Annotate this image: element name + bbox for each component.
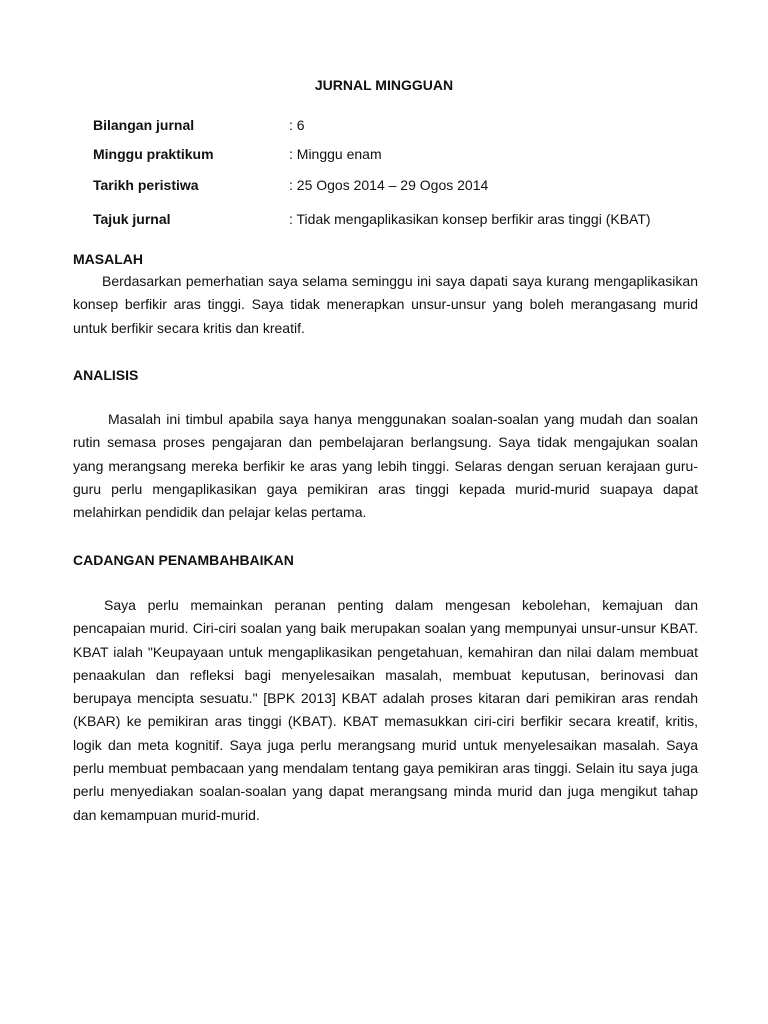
meta-label: Bilangan jurnal	[93, 117, 195, 133]
meta-row-tarikh-peristiwa	[93, 177, 713, 195]
section-heading-analisis: ANALISIS	[73, 367, 139, 383]
meta-row-tajuk-jurnal	[93, 211, 713, 229]
page-title: JURNAL MINGGUAN	[314, 77, 454, 93]
meta-row-bilangan-jurnal	[93, 117, 713, 135]
section-heading-masalah: MASALAH	[73, 251, 143, 267]
meta-label: Tajuk jurnal	[93, 211, 171, 227]
meta-label: Minggu praktikum	[93, 146, 214, 162]
paragraph-masalah: Berdasarkan pemerhatian saya selama seminggu ini saya dapati saya kurang mengaplikasikan konsep berfikir aras tinggi. Saya tidak menerapkan unsur-unsur yang boleh merangasang murid untuk berfikir secara kritis dan kreatif.	[73, 273, 698, 336]
meta-value: : Minggu enam	[289, 146, 382, 162]
section-heading-cadangan: CADANGAN PENAMBAHBAIKAN	[73, 552, 294, 568]
paragraph-analisis: Masalah ini timbul apabila saya hanya menggunakan soalan-soalan yang mudah dan soalan rutin semasa proses pengajaran dan pembelajaran berlangsung. Saya tidak mengajukan soalan yang merangsang mereka berfikir ke aras yang lebih tinggi. Selaras dengan seruan kerajaan guru-guru perlu mengaplikasikan gaya pemikiran aras tinggi kepada murid-murid suapaya dapat melahirkan pendidik dan pelajar kelas pertama.	[73, 411, 698, 521]
meta-value: : 6	[289, 117, 305, 133]
meta-row-minggu-praktikum	[93, 146, 713, 164]
paragraph-cadangan: Saya perlu memainkan peranan penting dalam mengesan kebolehan, kemajuan dan pencapaian murid. Ciri-ciri soalan yang baik merupakan soalan yang mempunyai unsur-unsur KBAT. KBAT ialah "Keupayaan untuk mengaplikasikan pengetahuan, kemahiran dan nilai dalam membuat penaakulan dan refleksi bagi menyelesaikan masalah, membuat keputusan, berinovasi dan berupaya mencipta sesuatu." [BPK 2013] KBAT adalah proses kitaran dari pemikiran aras rendah (KBAR) ke pemikiran aras tinggi (KBAT). KBAT memasukkan ciri-ciri berfikir secara kreatif, kritis, logik dan meta kognitif. Saya juga perlu merangsang murid untuk menyelesaikan masalah. Saya perlu membuat pembacaan yang mendalam tentang gaya pemikiran aras tinggi. Selain itu saya juga perlu menyediakan soalan-soalan yang dapat merangsang minda murid dan juga mengikut tahap dan kemampuan murid-murid.	[73, 597, 698, 823]
meta-value: : Tidak mengaplikasikan konsep berfikir aras tinggi (KBAT)	[289, 211, 651, 227]
meta-value: : 25 Ogos 2014 – 29 Ogos 2014	[289, 177, 489, 193]
meta-label: Tarikh peristiwa	[93, 177, 199, 193]
